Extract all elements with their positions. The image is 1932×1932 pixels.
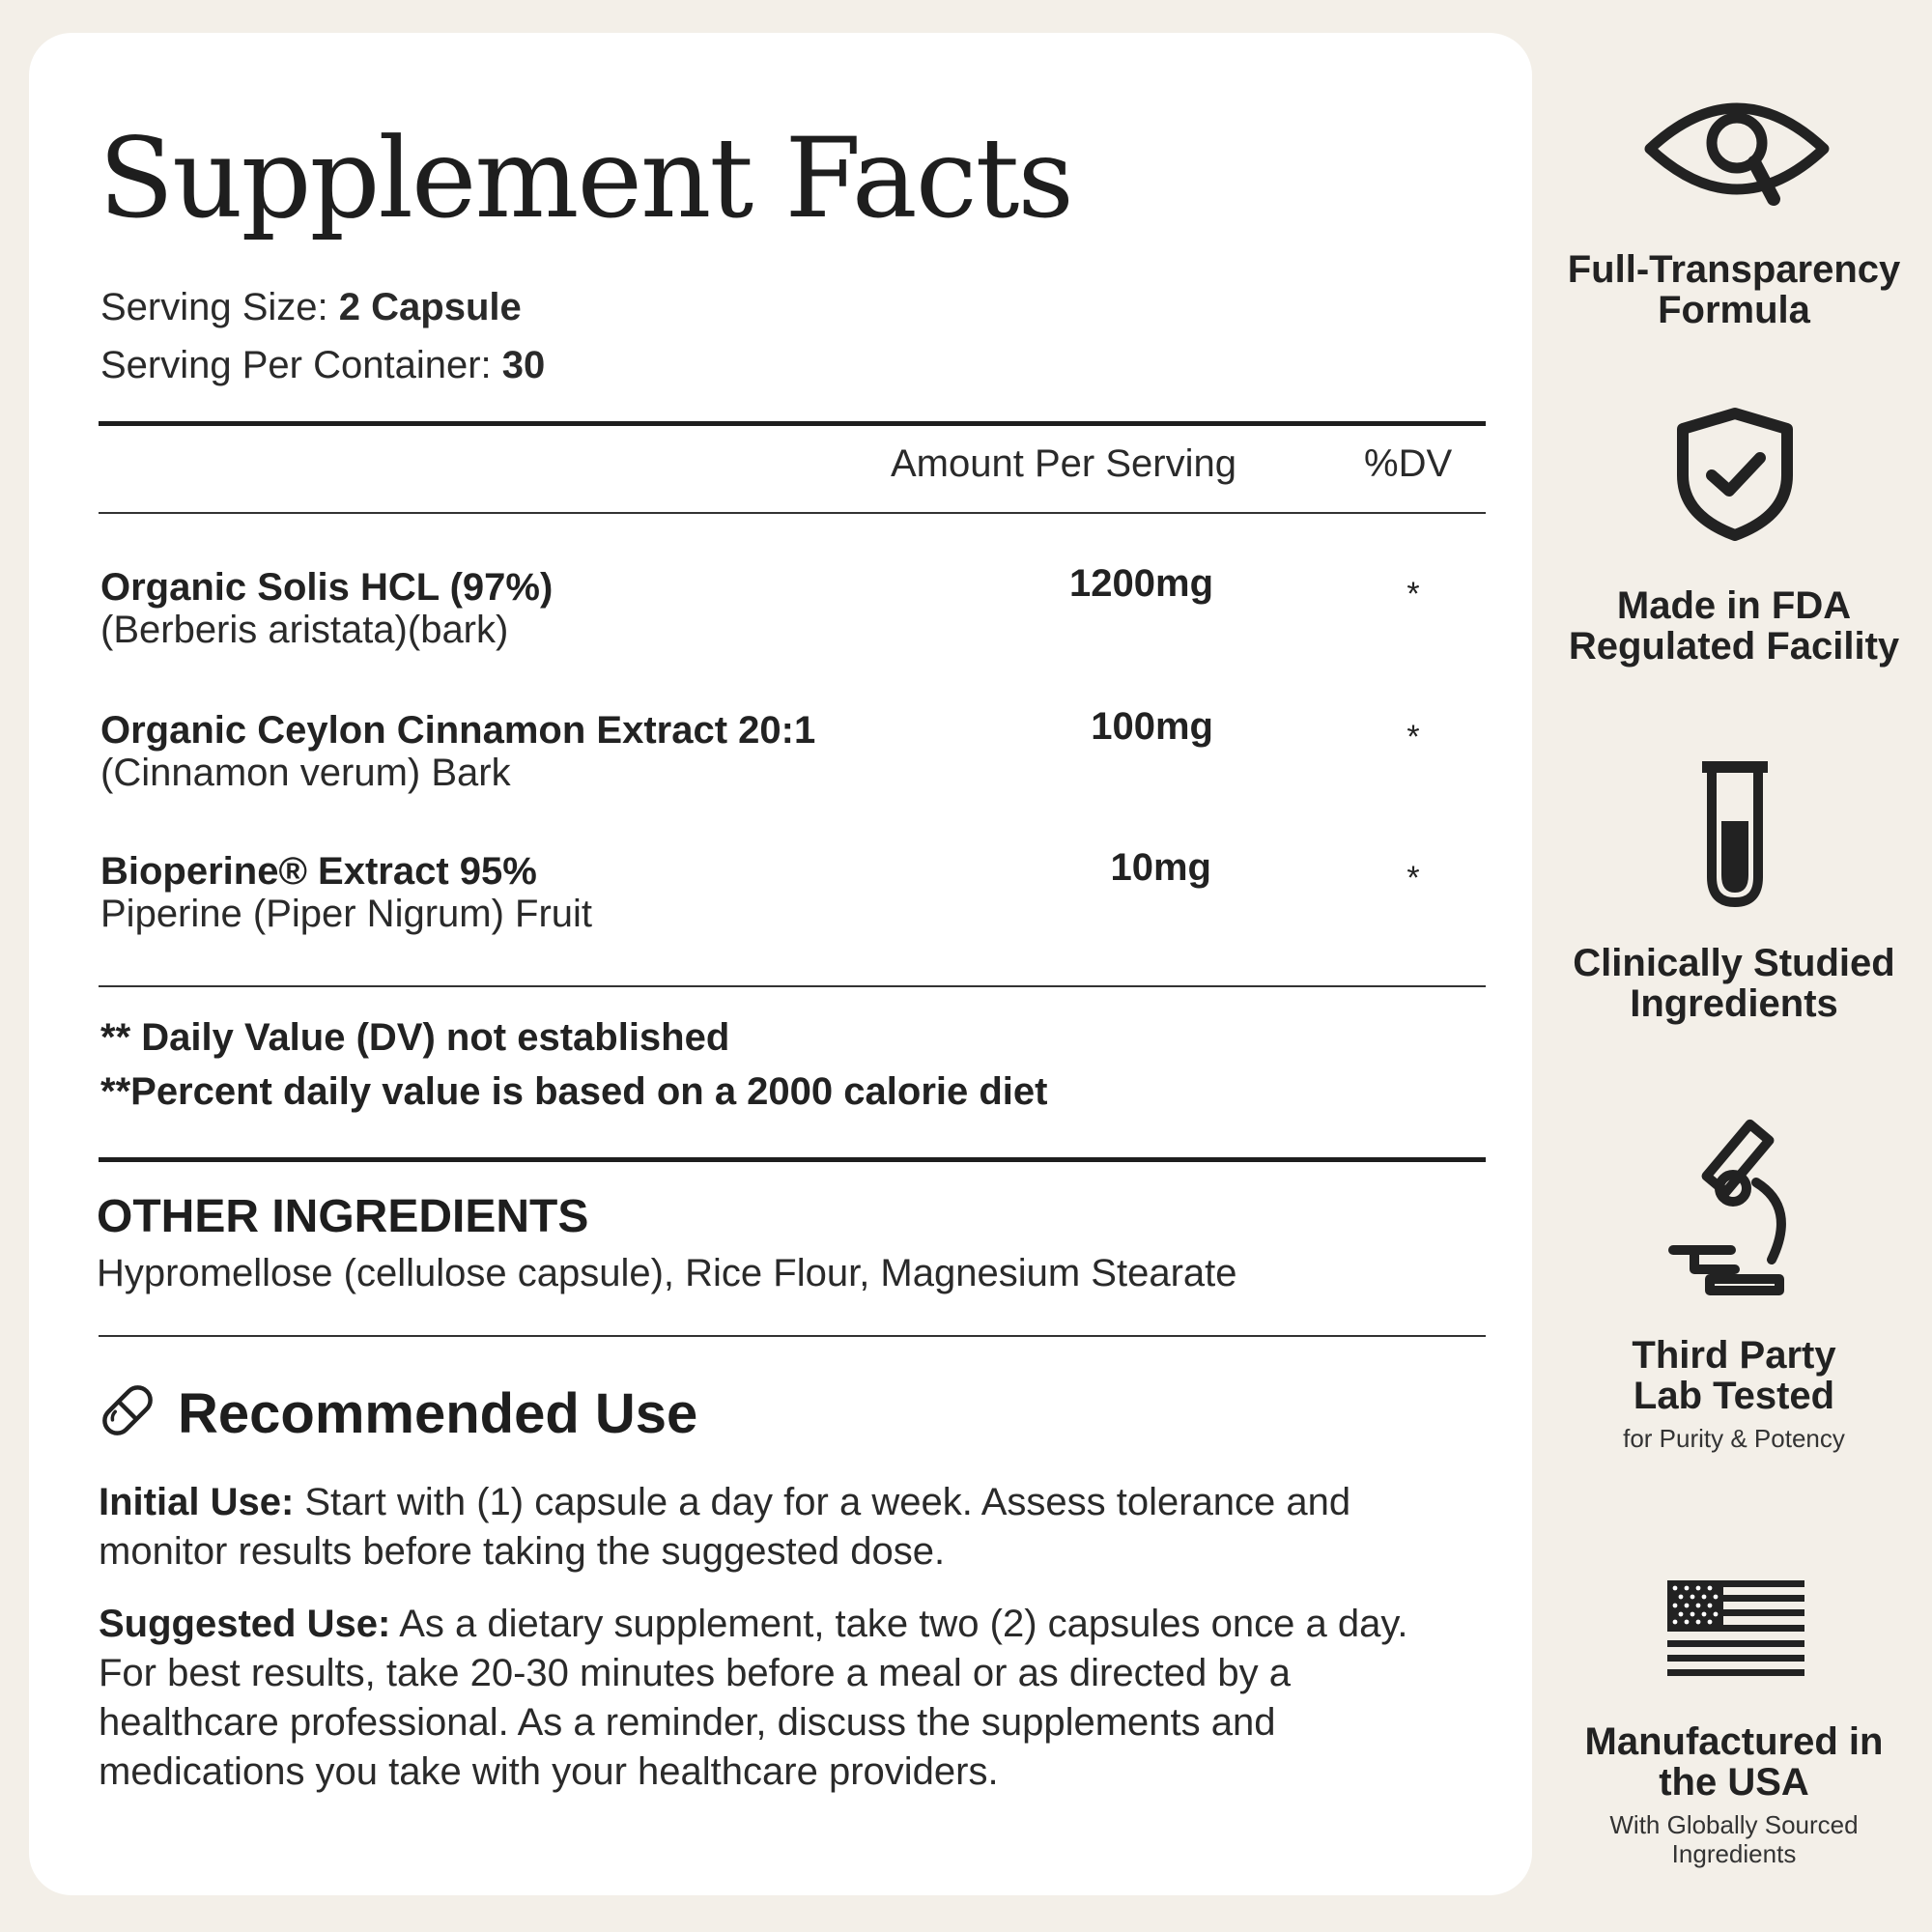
recommended-use-title: Recommended Use <box>178 1382 698 1445</box>
ingredient-dv: * <box>1406 719 1420 755</box>
serving-size-value: 2 Capsule <box>338 286 522 328</box>
ingredient-amount: 10mg <box>1110 846 1211 889</box>
eye-search-icon <box>1642 85 1832 216</box>
servings-per-container-label: Serving Per Container: <box>100 344 502 386</box>
suggested-use-paragraph <box>99 1600 1412 1797</box>
badge-title-line1: Third Party <box>1632 1334 1836 1377</box>
ingredient-detail: Piperine (Piper Nigrum) Fruit <box>100 893 593 935</box>
badge-subtitle: for Purity & Potency <box>1623 1424 1845 1453</box>
dv-header: %DV <box>1364 442 1453 485</box>
ingredient-detail: (Berberis aristata)(bark) <box>100 609 509 651</box>
footnote-percent: **Percent daily value is based on a 2000 calorie diet <box>100 1070 1048 1113</box>
ingredient-detail: (Cinnamon verum) Bark <box>100 752 511 794</box>
ingredient-amount: 100mg <box>1091 705 1213 748</box>
divider <box>99 512 1486 514</box>
ingredient-name: Organic Solis HCL (97%) <box>100 566 554 609</box>
ingredient-name: Bioperine® Extract 95% <box>100 850 537 893</box>
badge-title-line2: Formula <box>1658 289 1810 331</box>
initial-use-label: Initial Use: <box>99 1481 295 1523</box>
ingredient-amount: 1200mg <box>1069 562 1213 605</box>
amount-per-serving-header: Amount Per Serving <box>891 442 1236 485</box>
badge-title-line2: the USA <box>1659 1761 1809 1804</box>
badge-fda-facility <box>1546 585 1922 667</box>
ingredient-dv: * <box>1406 576 1420 612</box>
us-flag-icon <box>1667 1580 1804 1677</box>
test-tube-icon <box>1696 757 1774 912</box>
badge-made-in-usa <box>1546 1721 1922 1868</box>
badge-title-line2: Regulated Facility <box>1568 625 1900 668</box>
badge-title-line1: Manufactured in <box>1584 1720 1884 1763</box>
badge-title-line2: Lab Tested <box>1633 1375 1835 1417</box>
microscope-icon <box>1663 1115 1808 1298</box>
serving-size <box>100 286 522 329</box>
other-ingredients-text: Hypromellose (cellulose capsule), Rice Flour, Magnesium Stearate <box>97 1252 1237 1294</box>
other-ingredients-title: OTHER INGREDIENTS <box>97 1191 589 1242</box>
footnote-dv: ** Daily Value (DV) not established <box>100 1016 730 1059</box>
divider <box>99 985 1486 987</box>
servings-per-container-value: 30 <box>501 344 546 386</box>
initial-use-paragraph <box>99 1478 1432 1577</box>
page-title: Supplement Facts <box>99 114 1072 242</box>
ingredient-name: Organic Ceylon Cinnamon Extract 20:1 <box>100 709 816 752</box>
suggested-use-label: Suggested Use: <box>99 1603 391 1645</box>
capsule-icon <box>97 1379 158 1441</box>
ingredient-dv: * <box>1406 860 1420 896</box>
badge-full-transparency <box>1546 249 1922 330</box>
badge-title-line1: Made in FDA <box>1616 584 1852 627</box>
suggested-use-text: As a dietary supplement, take two (2) capsules once a day. For best results, take 20-30 minutes before a meal or as directed by a healthcare professional. As a reminder, discuss the supplements and medications you take with your healthcare providers. <box>99 1603 1408 1793</box>
badge-title-line1: Clinically Studied <box>1573 942 1895 984</box>
initial-use-text: Start with (1) capsule a day for a week. Assess tolerance and monitor results before taking the suggested dose. <box>99 1481 1351 1573</box>
badge-subtitle: With Globally Sourced Ingredients <box>1609 1810 1859 1868</box>
servings-per-container <box>100 344 545 387</box>
divider <box>99 421 1486 426</box>
badge-title-line2: Ingredients <box>1630 982 1838 1025</box>
shield-check-icon <box>1671 406 1799 541</box>
serving-size-label: Serving Size: <box>100 286 339 328</box>
badge-title-line1: Full-Transparency <box>1567 248 1901 291</box>
badge-clinically-studied <box>1546 943 1922 1024</box>
divider <box>99 1157 1486 1162</box>
divider <box>99 1335 1486 1337</box>
badge-third-party <box>1546 1335 1922 1453</box>
